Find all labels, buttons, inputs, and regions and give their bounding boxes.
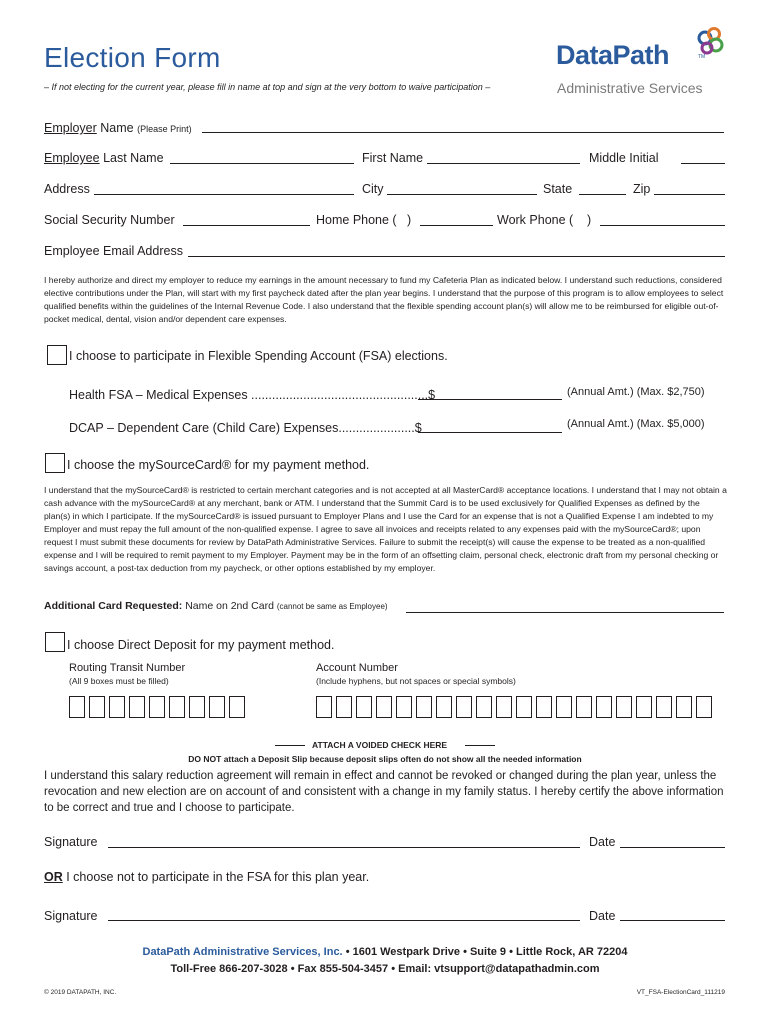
home-phone-label: Home Phone ( (316, 213, 397, 227)
routing-digit-box[interactable] (189, 696, 205, 718)
account-digit-box[interactable] (376, 696, 392, 718)
account-digit-box[interactable] (616, 696, 632, 718)
copyright: © 2019 DATAPATH, INC. (44, 989, 117, 996)
logo-subtitle: Administrative Services (557, 80, 703, 96)
account-digit-box[interactable] (456, 696, 472, 718)
dcap-amount-field[interactable] (418, 432, 562, 433)
attach-left-rule (275, 745, 305, 746)
additional-card-bold: Additional Card Requested: (44, 600, 183, 612)
zip-field[interactable] (654, 194, 725, 195)
account-digit-box[interactable] (516, 696, 532, 718)
or-word: OR (44, 870, 63, 884)
form-title: Election Form (44, 42, 221, 73)
form-subtitle: – If not electing for the current year, please fill in name at top and sign at the very bottom to waive participation – (44, 82, 491, 92)
work-phone-label: Work Phone ( (497, 213, 574, 227)
account-note: (Include hyphens, but not spaces or special symbols) (316, 676, 516, 686)
direct-deposit-choice-label: I choose Direct Deposit for my payment method. (67, 638, 335, 652)
employee-last-name-label (44, 151, 164, 165)
account-digit-box[interactable] (416, 696, 432, 718)
account-digit-box[interactable] (436, 696, 452, 718)
account-digit-box[interactable] (336, 696, 352, 718)
routing-digit-box[interactable] (89, 696, 105, 718)
fsa-choice-label: I choose to participate in Flexible Spending Account (FSA) elections. (69, 349, 448, 363)
routing-label: Routing Transit Number (69, 662, 186, 674)
footer-street: • 1601 Westpark Drive • Suite 9 • Little Rock, AR 72204 (345, 946, 628, 958)
routing-digit-box[interactable] (229, 696, 245, 718)
account-digit-box[interactable] (356, 696, 372, 718)
waive-date-label: Date (589, 909, 616, 923)
account-digit-box[interactable] (676, 696, 692, 718)
account-digit-box[interactable] (556, 696, 572, 718)
health-fsa-note: (Annual Amt.) (Max. $2,750) (567, 386, 705, 398)
account-digit-box[interactable] (696, 696, 712, 718)
routing-digit-box[interactable] (149, 696, 165, 718)
date-field[interactable] (620, 847, 725, 848)
fsa-checkbox[interactable] (47, 345, 67, 365)
employer-name-label (44, 121, 192, 135)
ssn-label: Social Security Number (44, 213, 175, 227)
no-deposit-slip-note: DO NOT attach a Deposit Slip because deposit slips often do not show all the needed information (188, 754, 582, 764)
email-label: Employee Email Address (44, 244, 183, 258)
middle-initial-label: Middle Initial (589, 151, 659, 165)
account-digit-box[interactable] (596, 696, 612, 718)
health-fsa-amount-field[interactable] (418, 399, 562, 400)
signature-field[interactable] (108, 847, 580, 848)
account-digit-box[interactable] (576, 696, 592, 718)
account-digit-box[interactable] (476, 696, 492, 718)
routing-digit-box[interactable] (109, 696, 125, 718)
card-choice-label: I choose the mySourceCard® for my payment method. (67, 458, 370, 472)
logo-name: DataPath (556, 40, 670, 70)
zip-label: Zip (633, 182, 651, 196)
logo-trademark: TM (698, 54, 706, 60)
name-word: Name (100, 121, 134, 135)
routing-digit-box[interactable] (129, 696, 145, 718)
signature-label: Signature (44, 835, 98, 849)
account-label: Account Number (316, 662, 398, 674)
routing-note: (All 9 boxes must be filled) (69, 676, 169, 686)
date-label: Date (589, 835, 616, 849)
account-digit-box[interactable] (496, 696, 512, 718)
authorization-text: I hereby authorize and direct my employer to reduce my earnings in the amount necessary to fund my Cafeteria Plan as indicated below. I understand such reductions, considered elective contributions under the Plan, will start with my first paycheck dated after the plan year begins. I understand that the purpose of this program is to allow employees to select qualified benefits within the guidelines of the Internal Revenue Code. I also understand that the flexible spending account plan(s) will allow me to be reimbursed for eligible out-of-pocket medical, dental, vision and/or dependent care expenses. (44, 275, 724, 324)
routing-number-boxes[interactable] (69, 696, 249, 718)
home-phone-field[interactable] (420, 225, 493, 226)
address-label: Address (44, 182, 90, 196)
waive-signature-field[interactable] (108, 920, 580, 921)
waive-label (44, 870, 369, 884)
health-fsa-label: Health FSA – Medical Expenses ...................................................$ (69, 388, 436, 402)
second-card-name-label: Name on 2nd Card (185, 600, 274, 612)
routing-digit-box[interactable] (169, 696, 185, 718)
ssn-field[interactable] (183, 225, 310, 226)
state-field[interactable] (579, 194, 626, 195)
footer-contact: Toll-Free 866-207-3028 • Fax 855-504-3457 • Email: vtsupport@datapathadmin.com (170, 963, 600, 975)
city-field[interactable] (387, 194, 537, 195)
account-digit-box[interactable] (656, 696, 672, 718)
first-name-field[interactable] (427, 163, 580, 164)
work-phone-field[interactable] (600, 225, 725, 226)
second-card-note: (cannot be same as Employee) (276, 602, 388, 611)
first-name-label: First Name (362, 151, 424, 165)
form-code: VT_FSA-ElectionCard_111219 (636, 989, 725, 996)
account-digit-box[interactable] (396, 696, 412, 718)
routing-digit-box[interactable] (69, 696, 85, 718)
last-name-word: Last Name (103, 151, 164, 165)
state-label: State (543, 182, 573, 196)
middle-initial-field[interactable] (681, 163, 725, 164)
waive-signature-label: Signature (44, 909, 98, 923)
employee-word: Employee (44, 151, 100, 165)
home-phone-paren: ) (407, 213, 412, 227)
waive-text: I choose not to participate in the FSA for this plan year. (66, 870, 370, 884)
waive-date-field[interactable] (620, 920, 725, 921)
account-digit-box[interactable] (636, 696, 652, 718)
city-label: City (362, 182, 384, 196)
employer-name-field[interactable] (202, 132, 724, 133)
dcap-label: DCAP – Dependent Care (Child Care) Expenses......................$ (69, 421, 422, 435)
please-print-note: (Please Print) (137, 124, 192, 134)
second-card-name-field[interactable] (406, 612, 724, 613)
account-digit-box[interactable] (536, 696, 552, 718)
routing-digit-box[interactable] (209, 696, 225, 718)
card-terms-text: I understand that the mySourceCard® is restricted to certain merchant categories and is not accepted at all MasterCard® acceptance locations. I understand that I may not obtain a cash advance with the mySourceCard® at any merchant, bank or ATM. I understand that the Summit Card is to be used exclusively for Qualified Expenses as defined by the plan(s) in which I participate. If the mySourceCard® is issued pursuant to Employer Plans and I use the Card for an expense that is not a Qualified Expense I am indebted to my Employer and must repay the full amount of the non-qualified expense. I agree to save all invoices and receipts related to any expenses paid with the mySourceCard®; upon request I must submit these documents for review by DataPath Administrative Services. Failure to submit the receipt(s) will cause the expense to be treated as a non-qualified expense and I will be required to remit payment to my Employer. Payment may be in the form of an offsetting claim, personal check, electronic draft from my personal checking or savings account, a post-tax deduction from my paycheck, or other options established by my employer. (44, 485, 727, 573)
direct-deposit-checkbox[interactable] (45, 632, 65, 652)
email-field[interactable] (188, 256, 725, 257)
footer-address (0, 946, 770, 958)
address-field[interactable] (94, 194, 354, 195)
account-digit-box[interactable] (316, 696, 332, 718)
account-number-boxes[interactable] (316, 696, 716, 718)
last-name-field[interactable] (170, 163, 354, 164)
footer-company: DataPath Administrative Services, Inc. (142, 946, 343, 958)
attach-right-rule (465, 745, 495, 746)
work-phone-paren: ) (587, 213, 592, 227)
additional-card-label (44, 600, 388, 612)
agreement-text: I understand this salary reduction agreement will remain in effect and cannot be revoked or changed during the plan year, unless the revocation and new election are on account of and consistent with a change in my family status. I hereby certify the above information to be correct and true and I choose to participate. (44, 770, 724, 814)
dcap-note: (Annual Amt.) (Max. $5,000) (567, 418, 705, 430)
employer-word: Employer (44, 121, 97, 135)
card-checkbox[interactable] (45, 453, 65, 473)
attach-check-label: ATTACH A VOIDED CHECK HERE (312, 740, 448, 750)
